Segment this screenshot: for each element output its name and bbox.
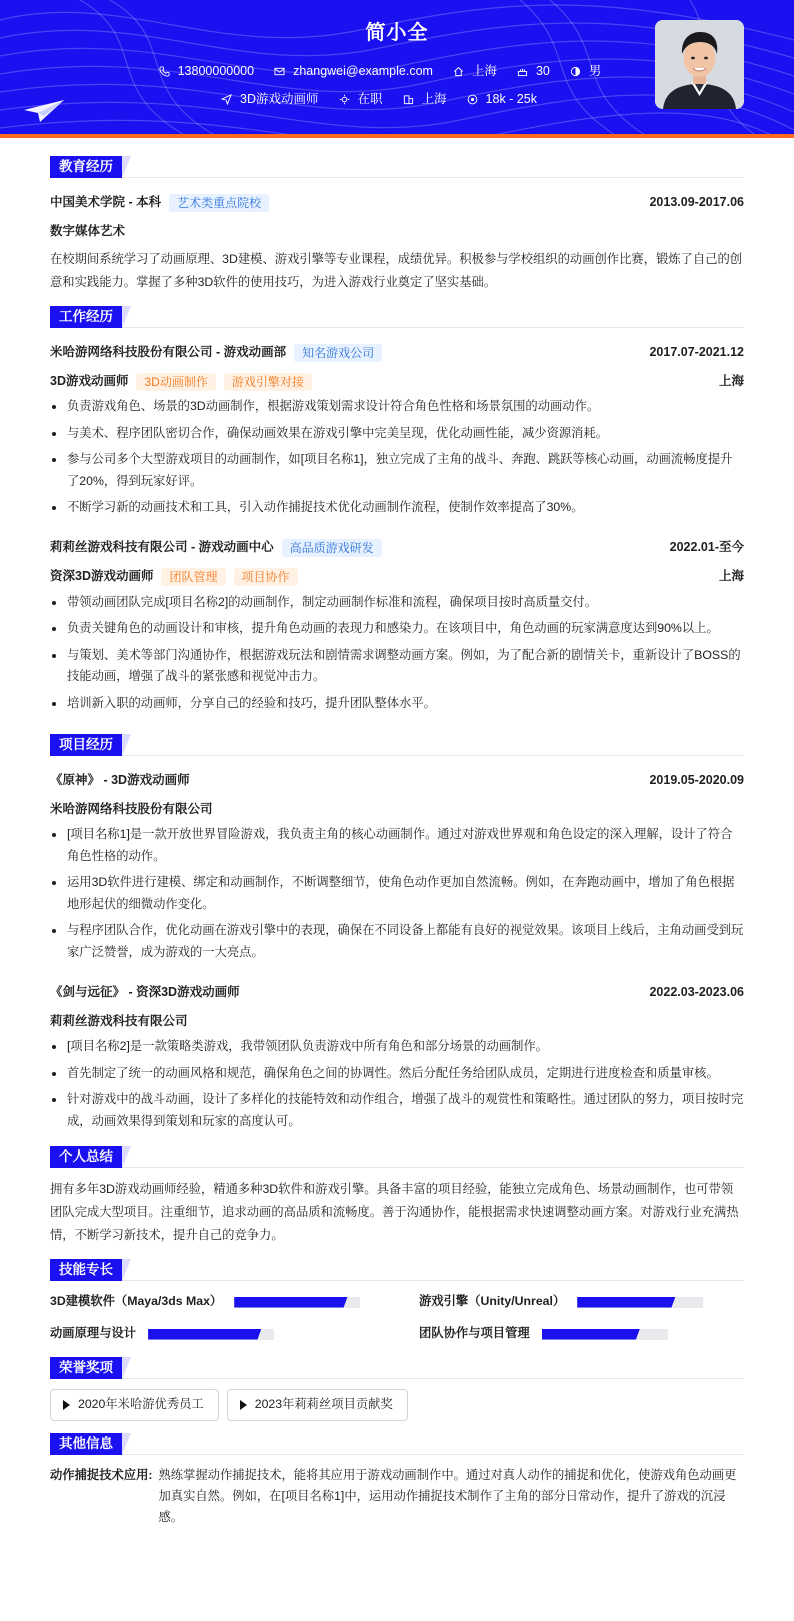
phone-item bbox=[159, 62, 254, 81]
bullet-item: 与策划、美术等部门沟通协作，根据游戏玩法和剧情需求调整动画方案。例如，为了配合新的剧情关卡，重新设计了BOSS的技能动画，增强了战斗的紧张感和视觉冲击力。 bbox=[50, 645, 744, 688]
education-row bbox=[50, 188, 744, 217]
cake-icon bbox=[517, 66, 528, 77]
company-tag: 知名游戏公司 bbox=[294, 344, 382, 362]
gender-icon bbox=[570, 66, 581, 77]
skills-section bbox=[50, 1259, 744, 1345]
skill-item bbox=[50, 1323, 375, 1345]
location-value: 上海 bbox=[471, 64, 497, 78]
bullet-item: 运用3D软件进行建模、绑定和动画制作，不断调整细节，使角色动作更加自然流畅。例如，在奔跑动画中，增加了角色根据地形起伏的细微动作变化。 bbox=[50, 872, 744, 915]
bullet-item: [项目名称2]是一款策略类游戏，我带领团队负责游戏中所有角色和部分场景的动画制作。 bbox=[50, 1036, 744, 1058]
bullet-item: 与程序团队合作，优化动画在游戏引擎中的表现，确保在不同设备上都能有良好的视觉效果。该项目上线后，主角动画受到玩家广泛赞誉，成为游戏的一大亮点。 bbox=[50, 920, 744, 963]
age-item bbox=[517, 62, 550, 81]
avatar-portrait bbox=[655, 20, 744, 109]
other-info-label: 动作捕捉技术应用: bbox=[50, 1468, 153, 1482]
project-company: 莉莉丝游戏科技有限公司 bbox=[50, 1013, 188, 1028]
email-value[interactable]: zhangwei@example.com bbox=[293, 64, 433, 78]
work-date: 2022.01-至今 bbox=[669, 540, 744, 555]
resume-header bbox=[0, 0, 794, 138]
role-name: 资深3D游戏动画师 bbox=[50, 569, 154, 584]
play-triangle-icon bbox=[63, 1400, 70, 1410]
major-name: 数字媒体艺术 bbox=[50, 223, 126, 238]
skill-bar-fill bbox=[234, 1297, 347, 1308]
age-value: 30 bbox=[535, 64, 550, 78]
salary-item bbox=[467, 90, 537, 109]
bullet-item: 与美术、程序团队密切合作，确保动画效果在游戏引擎中完美呈现，优化动画性能，减少资源消耗。 bbox=[50, 423, 744, 445]
job-title-item bbox=[221, 90, 318, 109]
salary-value: 18k - 25k bbox=[485, 92, 537, 106]
bullet-item: 带领动画团队完成[项目名称2]的动画制作，制定动画制作标准和流程，确保项目按时高质量交付。 bbox=[50, 592, 744, 614]
skill-item bbox=[419, 1323, 744, 1345]
role-tag: 3D动画制作 bbox=[136, 373, 215, 391]
section-title-project: 项目经历 bbox=[50, 734, 122, 756]
project-title: 《原神》 - 3D游戏动画师 bbox=[50, 772, 190, 787]
bullet-item: 针对游戏中的战斗动画，设计了多样化的技能特效和动作组合，增强了战斗的观赏性和策略性。通过团队的努力，项目按时完成，动画效果得到策划和玩家的高度认可。 bbox=[50, 1089, 744, 1132]
work-company-row bbox=[50, 338, 744, 367]
section-header bbox=[50, 734, 744, 756]
skill-bar bbox=[148, 1329, 274, 1340]
role-tag: 团队管理 bbox=[161, 568, 225, 586]
project-entry bbox=[50, 766, 744, 963]
bullet-item: 负责游戏角色、场景的3D动画制作，根据游戏策划需求设计符合角色性格和场景氛围的动画动作。 bbox=[50, 396, 744, 418]
section-header bbox=[50, 306, 744, 328]
project-title: 《剑与远征》 - 资深3D游戏动画师 bbox=[50, 984, 240, 999]
work-company-row bbox=[50, 534, 744, 563]
project-date: 2022.03-2023.06 bbox=[649, 984, 744, 999]
section-title-work: 工作经历 bbox=[50, 306, 122, 328]
job-city-item bbox=[403, 90, 447, 109]
school-name: 中国美术学院 - 本科 bbox=[50, 194, 162, 209]
project-bullets bbox=[50, 1036, 744, 1132]
phone-value[interactable]: 13800000000 bbox=[177, 64, 255, 78]
gender-item bbox=[570, 62, 602, 81]
skill-bar-fill bbox=[148, 1329, 261, 1340]
skill-bar bbox=[577, 1297, 703, 1308]
skill-item bbox=[50, 1291, 375, 1313]
resume-content bbox=[0, 138, 794, 1528]
project-section bbox=[50, 734, 744, 1132]
work-entry bbox=[50, 534, 744, 715]
awards-list bbox=[50, 1389, 744, 1421]
email-item bbox=[274, 62, 433, 81]
project-company-row bbox=[50, 1007, 744, 1036]
other-info-row bbox=[50, 1465, 744, 1528]
education-date: 2013.09-2017.06 bbox=[649, 194, 744, 209]
skill-name: 动画原理与设计 bbox=[50, 1326, 137, 1341]
summary-section bbox=[50, 1146, 744, 1247]
skill-item bbox=[419, 1291, 744, 1313]
status-item bbox=[339, 90, 383, 109]
section-header bbox=[50, 1433, 744, 1455]
phone-icon bbox=[159, 66, 170, 77]
education-description: 在校期间系统学习了动画原理、3D建模、游戏引擎等专业课程，成绩优异。积极参与学校组织的动画创作比赛，锻炼了自己的创意和实践能力。掌握了多种3D软件的使用技巧，为进入游戏行业奠定了坚实基础。 bbox=[50, 252, 743, 289]
work-city: 上海 bbox=[718, 569, 744, 584]
role-name: 3D游戏动画师 bbox=[50, 373, 129, 388]
project-bullets bbox=[50, 824, 744, 963]
bullet-item: [项目名称1]是一款开放世界冒险游戏，我负责主角的核心动画制作。通过对游戏世界观和角色设定的深入理解，设计了符合角色性格的动作。 bbox=[50, 824, 744, 867]
section-header bbox=[50, 156, 744, 178]
skill-bar-fill bbox=[577, 1297, 675, 1308]
section-title-awards: 荣誉奖项 bbox=[50, 1357, 122, 1379]
skills-grid bbox=[50, 1291, 744, 1345]
home-icon bbox=[453, 66, 464, 77]
coin-icon bbox=[467, 94, 478, 105]
section-title-summary: 个人总结 bbox=[50, 1146, 122, 1168]
skill-name: 游戏引擎（Unity/Unreal） bbox=[419, 1294, 566, 1309]
work-bullets bbox=[50, 396, 744, 519]
bullet-item: 负责关键角色的动画设计和审核，提升角色动画的表现力和感染力。在该项目中，角色动画的玩家满意度达到90%以上。 bbox=[50, 618, 744, 640]
gender-value: 男 bbox=[588, 64, 602, 78]
bullet-item: 参与公司多个大型游戏项目的动画制作，如[项目名称1]，独立完成了主角的战斗、奔跑、跳跃等核心动画，动画流畅度提升了20%，得到玩家好评。 bbox=[50, 449, 744, 492]
award-label: 2023年莉莉丝项目贡献奖 bbox=[254, 1397, 393, 1412]
project-entry bbox=[50, 978, 744, 1132]
bullet-item: 不断学习新的动画技术和工具，引入动作捕捉技术优化动画制作流程，使制作效率提高了30%。 bbox=[50, 497, 744, 519]
role-tag: 项目协作 bbox=[234, 568, 298, 586]
major-row bbox=[50, 217, 744, 246]
award-label: 2020年米哈游优秀员工 bbox=[78, 1397, 204, 1412]
location-item bbox=[453, 62, 497, 81]
award-item bbox=[227, 1389, 408, 1421]
education-section bbox=[50, 156, 744, 294]
work-role-row bbox=[50, 563, 744, 592]
section-header bbox=[50, 1357, 744, 1379]
work-bullets bbox=[50, 592, 744, 715]
work-city: 上海 bbox=[718, 373, 744, 388]
project-title-row bbox=[50, 766, 744, 795]
candidate-name: 简小全 bbox=[365, 22, 429, 44]
other-section bbox=[50, 1433, 744, 1528]
send-icon bbox=[221, 94, 232, 105]
skill-name: 3D建模软件（Maya/3ds Max） bbox=[50, 1294, 223, 1309]
other-info-text: 熟练掌握动作捕捉技术，能将其应用于游戏动画制作中。通过对真人动作的捕捉和优化，使游戏角色动画更加真实自然。例如，在[项目名称1]中，运用动作捕捉技术制作了主角的部分日常动作，提升了游戏的沉浸感。 bbox=[158, 1468, 737, 1524]
status-value: 在职 bbox=[357, 92, 383, 106]
avatar bbox=[655, 20, 744, 109]
section-header bbox=[50, 1259, 744, 1281]
awards-section bbox=[50, 1357, 744, 1421]
job-city-value: 上海 bbox=[421, 92, 447, 106]
work-date: 2017.07-2021.12 bbox=[649, 344, 744, 359]
work-role-row bbox=[50, 367, 744, 396]
role-tag: 游戏引擎对接 bbox=[224, 373, 312, 391]
project-title-row bbox=[50, 978, 744, 1007]
company-tag: 高品质游戏研发 bbox=[282, 539, 382, 557]
company-name: 米哈游网络科技股份有限公司 - 游戏动画部 bbox=[50, 344, 287, 359]
status-icon bbox=[339, 94, 350, 105]
job-title-value: 3D游戏动画师 bbox=[240, 92, 319, 106]
bullet-item: 首先制定了统一的动画风格和规范，确保角色之间的协调性。然后分配任务给团队成员，定期进行进度检查和质量审核。 bbox=[50, 1063, 744, 1085]
section-header bbox=[50, 1146, 744, 1168]
project-company: 米哈游网络科技股份有限公司 bbox=[50, 801, 213, 816]
skill-name: 团队协作与项目管理 bbox=[419, 1326, 530, 1341]
summary-text: 拥有多年3D游戏动画师经验，精通多种3D软件和游戏引擎。具备丰富的项目经验，能独立完成角色、场景动画制作，也可带领团队完成大型项目。注重细节，追求动画的高品质和流畅度。善于沟通协作，能根据需求快速调整动画方案。对游戏行业充满热情，不断学习新技术，提升自己的竞争力。 bbox=[50, 1182, 739, 1242]
section-title-skills: 技能专长 bbox=[50, 1259, 122, 1281]
play-triangle-icon bbox=[240, 1400, 247, 1410]
work-entry bbox=[50, 338, 744, 519]
company-name: 莉莉丝游戏科技有限公司 - 游戏动画中心 bbox=[50, 540, 274, 555]
work-section bbox=[50, 306, 744, 714]
skill-bar bbox=[542, 1329, 668, 1340]
building-icon bbox=[403, 94, 414, 105]
skill-bar-fill bbox=[542, 1329, 640, 1340]
section-title-other: 其他信息 bbox=[50, 1433, 122, 1455]
project-date: 2019.05-2020.09 bbox=[649, 772, 744, 787]
skill-bar bbox=[234, 1297, 360, 1308]
section-title-education: 教育经历 bbox=[50, 156, 122, 178]
bullet-item: 培训新入职的动画师，分享自己的经验和技巧，提升团队整体水平。 bbox=[50, 693, 744, 715]
email-icon bbox=[274, 66, 285, 77]
project-company-row bbox=[50, 795, 744, 824]
award-item bbox=[50, 1389, 219, 1421]
school-tag: 艺术类重点院校 bbox=[169, 194, 269, 212]
